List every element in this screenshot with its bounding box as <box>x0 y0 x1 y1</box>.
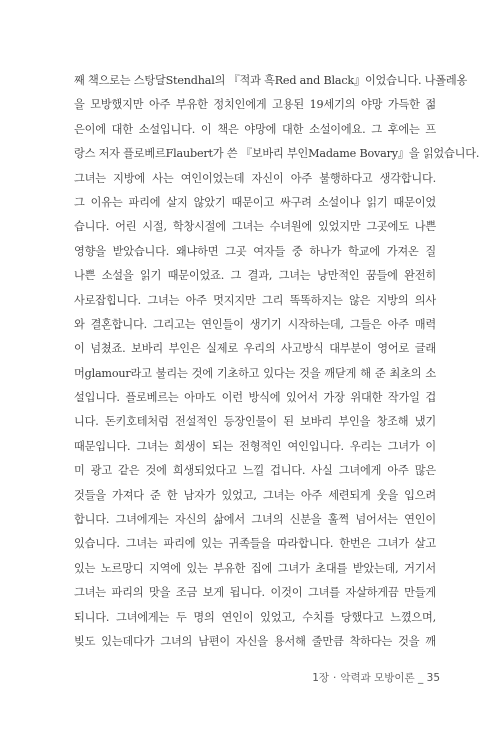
text-line: 이 넘쳤죠. 보바리 부인은 실제로 우리의 사고방식 대부분이 영어로 글래 <box>74 342 436 356</box>
page-number: _ 35 <box>418 672 440 684</box>
text-line: 영향을 받았습니다. 왜냐하면 그곳 여자들 중 하나가 학교에 가져온 질 <box>74 244 436 258</box>
text-line: 머glamour라고 불리는 것에 기초하고 있다는 것을 깨닫게 해 준 최초의 소 <box>74 366 436 380</box>
text-line: 것들을 가져다 준 한 남자가 있었고, 그녀는 아주 세련되게 웃을 입으려 <box>74 488 436 502</box>
text-line: 미 광고 같은 것에 희생되었다고 느낄 겁니다. 사실 그녀에게 아주 많은 <box>74 464 436 478</box>
text-line: 나쁜 소설을 읽기 때문이었죠. 그 결과, 그녀는 낭만적인 꿈들에 완전히 <box>74 269 436 283</box>
text-line: 니다. 돈키호테처럼 전설적인 등장인물이 된 보바리 부인을 창조해 냈기 <box>74 415 436 429</box>
text-line: 빚도 있는데다가 그녀의 남편이 자신을 용서해 줄만큼 착하다는 것을 깨 <box>74 634 436 648</box>
text-line: 되니다. 그녀에게는 두 명의 연인이 있었고, 수치를 당했다고 느꼈으며, <box>74 610 436 624</box>
text-line: 습니다. 어린 시절, 학창시절에 그녀는 수녀원에 있었지만 그곳에도 나쁜 <box>74 220 436 234</box>
body-text <box>74 69 480 654</box>
text-line: 은이에 대한 소설입니다. 이 책은 야망에 대한 소설이에요. 그 후에는 프 <box>74 122 436 136</box>
text-line: 째 책으로는 스탕달Stendhal의 『적과 흑Red and Black』이었습니다. 나폴레옹 <box>74 74 468 87</box>
text-line: 합니다. 그녀에게는 자신의 삶에서 그녀의 신분을 훌쩍 넘어서는 연인이 <box>74 513 436 527</box>
text-line: 있습니다. 그녀는 파리에 있는 귀족들을 따라합니다. 한번은 그녀가 살고 <box>74 537 436 551</box>
footer-separator: · <box>333 672 337 684</box>
chapter-label: 1장 <box>312 672 330 684</box>
text-line: 랑스 저자 플로베르Flaubert가 쓴 『보바리 부인Madame Bovary』을 읽었습니다. <box>74 147 480 161</box>
text-line: 설입니다. 플로베르는 아마도 이런 방식에 있어서 가장 위대한 작가일 겁 <box>74 391 436 405</box>
text-line: 그 이유는 파리에 살지 않았기 때문이고 싸구려 소설이나 읽기 때문이었 <box>74 195 436 209</box>
running-footer <box>312 670 440 685</box>
text-line: 있는 노르망디 지역에 있는 부유한 집에 그녀가 초대를 받았는데, 거기서 <box>74 561 436 575</box>
text-line: 와 결혼합니다. 그리고는 연인들이 생기기 시작하는데, 그들은 아주 매력 <box>74 317 436 331</box>
chapter-title: 악력과 모방이론 <box>340 672 415 684</box>
text-line: 때문입니다. 그녀는 희생이 되는 전형적인 여인입니다. 우리는 그녀가 이 <box>74 439 436 453</box>
text-line: 을 모방했지만 아주 부유한 정치인에게 고용된 19세기의 야망 가득한 젊 <box>74 98 436 112</box>
text-line: 그녀는 파리의 맛을 조금 보게 됩니다. 이것이 그녀를 자살하게끔 만들게 <box>74 586 436 600</box>
text-line: 그녀는 지방에 사는 여인이었는데 자신이 아주 불행하다고 생각합니다. <box>74 171 436 185</box>
text-line: 사로잡힙니다. 그녀는 아주 멋지지만 그리 똑똑하지는 않은 지방의 의사 <box>74 293 436 307</box>
